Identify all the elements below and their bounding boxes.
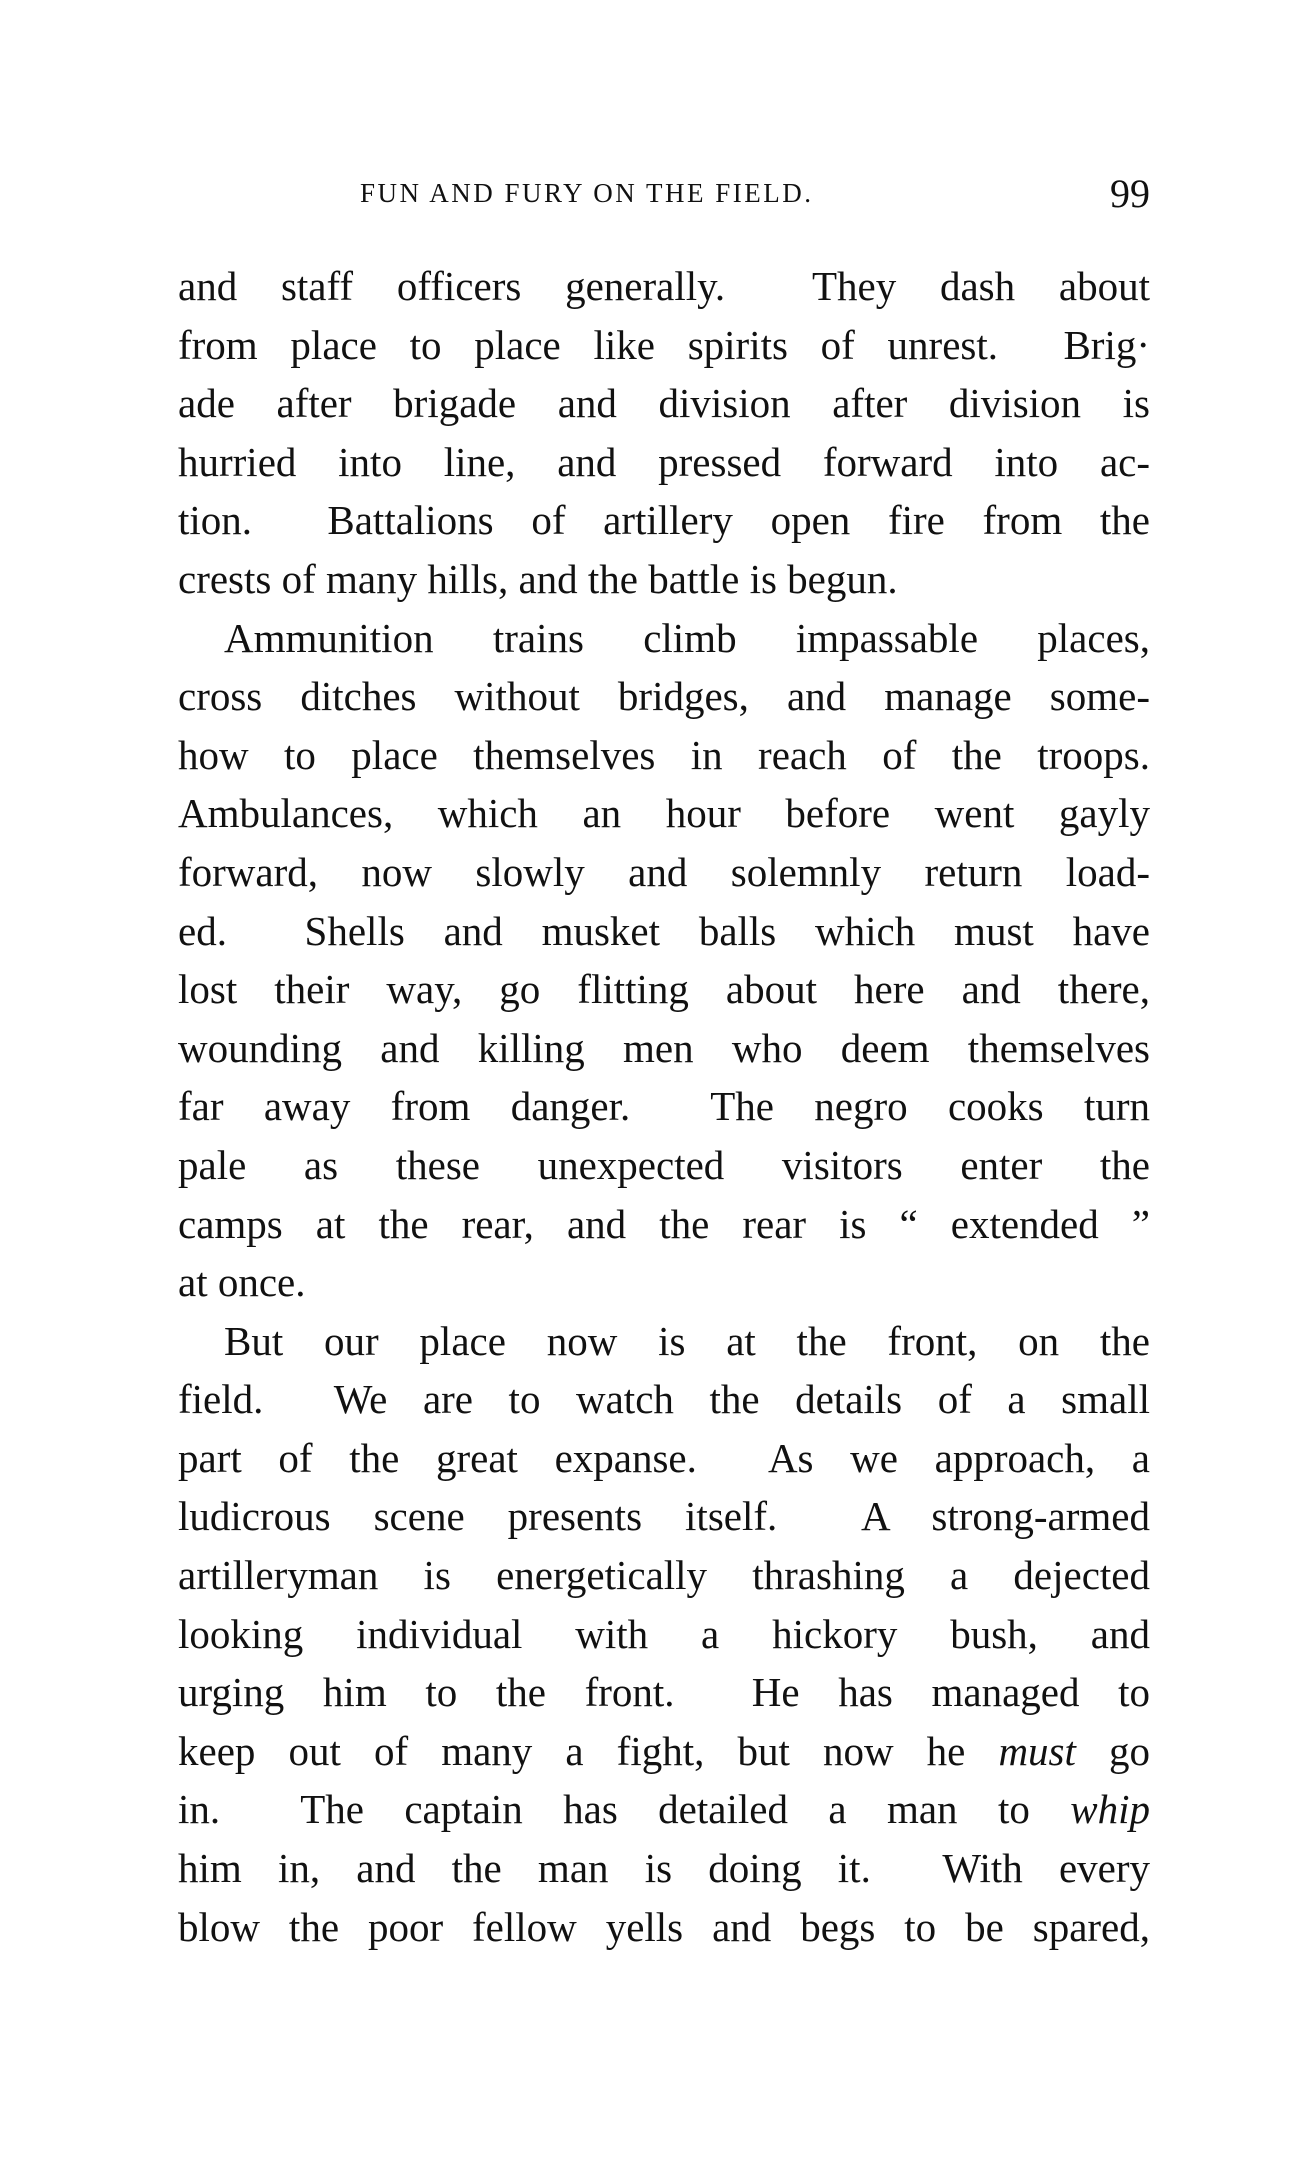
- text-segment: from place to place like spirits of unrest. Brig·: [178, 321, 1150, 368]
- italic-word: whip: [1070, 1786, 1150, 1833]
- text-segment: forward, now slowly and solemnly return load-: [178, 848, 1150, 895]
- text-line: [178, 726, 1150, 785]
- text-segment: blow the poor fellow yells and begs to be spared,: [178, 1903, 1150, 1950]
- text-line: [178, 960, 1150, 1019]
- text-segment: crests of many hills, and the battle is begun.: [178, 555, 898, 602]
- text-line: [178, 1019, 1150, 1078]
- text-segment: part of the great expanse. As we approach, a: [178, 1434, 1150, 1481]
- text-line: [178, 1546, 1150, 1605]
- text-line: [178, 1077, 1150, 1136]
- page-number: 99: [1110, 171, 1150, 216]
- running-head: [178, 170, 1150, 220]
- text-segment: ed. Shells and musket balls which must have: [178, 907, 1150, 954]
- text-segment: cross ditches without bridges, and manage some-: [178, 673, 1150, 720]
- text-line: [178, 1312, 1150, 1371]
- text-segment: ade after brigade and division after division is: [178, 380, 1150, 427]
- text-segment: far away from danger. The negro cooks turn: [178, 1083, 1150, 1130]
- text-segment: tion. Battalions of artillery open fire from the: [178, 497, 1150, 544]
- text-line: [178, 491, 1150, 550]
- text-segment: urging him to the front. He has managed to: [178, 1669, 1150, 1716]
- text-line: [178, 902, 1150, 961]
- text-segment: camps at the rear, and the rear is “ extended ”: [178, 1200, 1150, 1247]
- text-line: [178, 1370, 1150, 1429]
- text-segment: in. The captain has detailed a man to: [178, 1786, 1071, 1833]
- running-title: FUN AND FURY ON THE FIELD.: [360, 178, 814, 208]
- text-segment: keep out of many a fight, but now he: [178, 1727, 999, 1774]
- text-segment: field. We are to watch the details of a small: [178, 1376, 1150, 1423]
- text-line: [178, 1429, 1150, 1488]
- text-segment: and staff officers generally. They dash about: [178, 263, 1150, 309]
- text-line: [178, 550, 1150, 609]
- text-segment: go: [1075, 1727, 1150, 1774]
- text-segment: pale as these unexpected visitors enter the: [178, 1141, 1150, 1188]
- text-segment: ludicrous scene presents itself. A strong-armed: [178, 1493, 1150, 1540]
- text-segment: artilleryman is energetically thrashing a dejected: [178, 1552, 1150, 1599]
- text-line: [178, 1780, 1150, 1839]
- text-line: [178, 784, 1150, 843]
- text-line: [178, 1722, 1150, 1781]
- text-segment: looking individual with a hickory bush, and: [178, 1610, 1150, 1657]
- text-line: [178, 1898, 1150, 1957]
- text-line: [178, 1136, 1150, 1195]
- text-segment: wounding and killing men who deem themselves: [178, 1024, 1150, 1071]
- text-segment: Ambulances, which an hour before went gayly: [178, 790, 1150, 837]
- text-segment: Ammunition trains climb impassable places,: [224, 614, 1150, 661]
- italic-word: must: [998, 1727, 1076, 1774]
- text-segment: at once.: [178, 1259, 306, 1306]
- text-segment: lost their way, go flitting about here and there,: [178, 966, 1150, 1013]
- text-line: [178, 1195, 1150, 1254]
- text-line: [178, 257, 1150, 316]
- text-line: [178, 843, 1150, 902]
- text-line: [178, 1487, 1150, 1546]
- text-segment: But our place now is at the front, on the: [224, 1317, 1150, 1364]
- text-line: [178, 609, 1150, 668]
- text-line: [178, 316, 1150, 375]
- text-line: [178, 1839, 1150, 1898]
- text-line: [178, 1253, 1150, 1312]
- text-line: [178, 374, 1150, 433]
- text-segment: how to place themselves in reach of the troops.: [178, 731, 1150, 778]
- text-segment: hurried into line, and pressed forward into ac-: [178, 438, 1150, 485]
- body-text: [178, 257, 1150, 1956]
- text-line: [178, 433, 1150, 492]
- text-line: [178, 1663, 1150, 1722]
- text-line: [178, 667, 1150, 726]
- text-line: [178, 1605, 1150, 1664]
- text-segment: him in, and the man is doing it. With every: [178, 1845, 1150, 1892]
